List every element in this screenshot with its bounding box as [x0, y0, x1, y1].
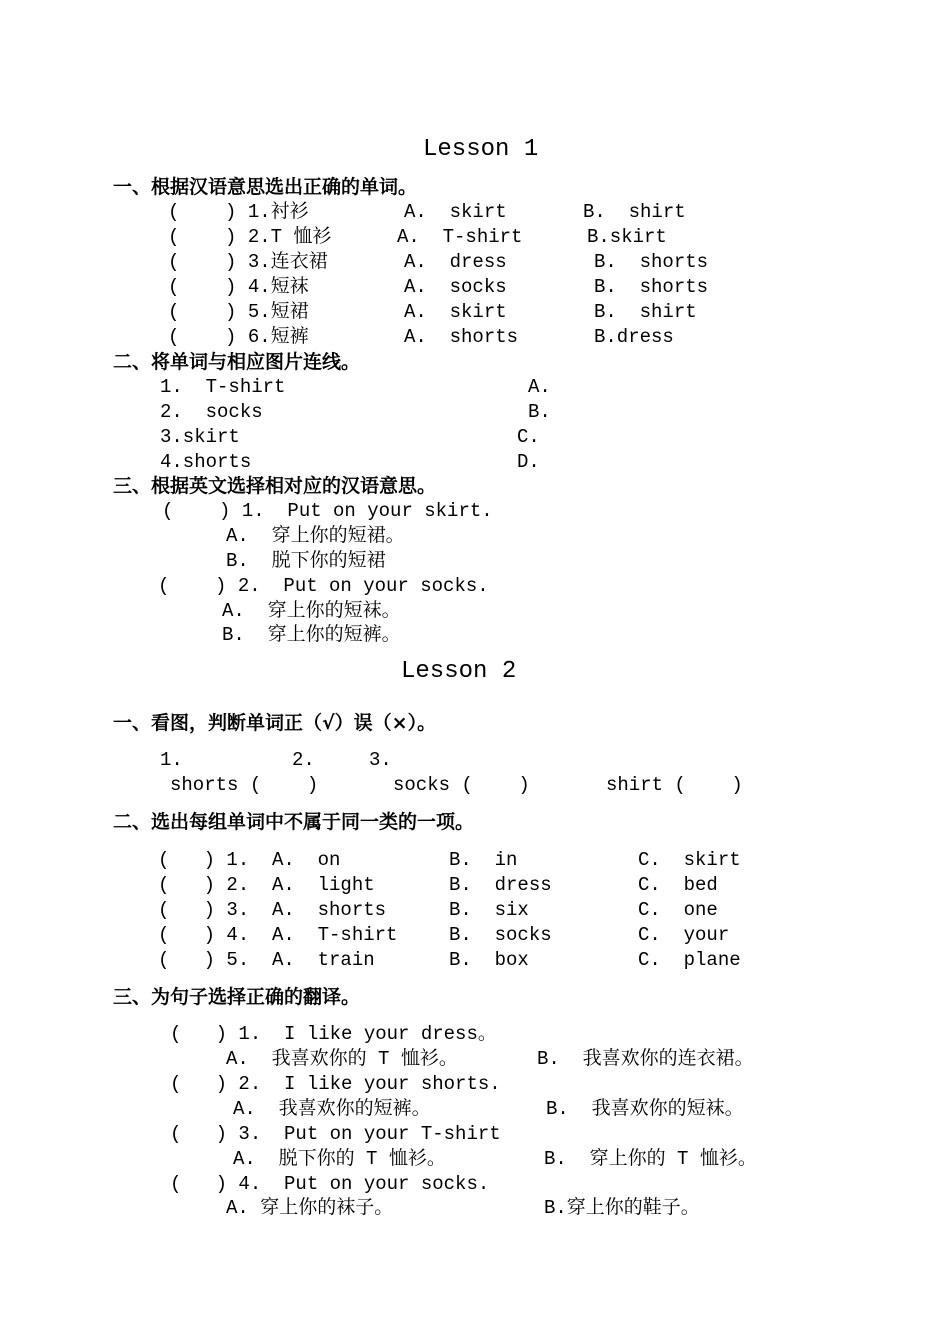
l1s2-picture-a: A. [528, 376, 551, 398]
l2s2-q2-option-c: C. bed [638, 874, 718, 896]
l1s3-q2-option-b: B. 穿上你的短裤。 [222, 624, 401, 646]
lesson2-section3-heading: 三、为句子选择正确的翻译。 [113, 986, 361, 1008]
l2s2-q5: ( ) 5. A. train [158, 949, 375, 971]
l1s2-word-4: 4.shorts [160, 451, 252, 473]
l1s1-q6-option-b: B.dress [594, 326, 674, 348]
l1s3-q1-option-a: A. 穿上你的短裙。 [226, 525, 405, 547]
lesson2-section2-heading: 二、选出每组单词中不属于同一类的一项。 [113, 811, 475, 833]
l2s2-q1: ( ) 1. A. on [158, 849, 341, 871]
l2s3-q2: ( ) 2. I like your shorts. [170, 1073, 501, 1095]
l2s3-q2-option-a: A. 我喜欢你的短裤。 [233, 1098, 431, 1120]
l2s3-q4-option-a: A. 穿上你的袜子。 [226, 1197, 394, 1219]
l2s3-q4-option-b: B.穿上你的鞋子。 [544, 1197, 700, 1219]
l2s1-num-1: 1. [160, 749, 183, 771]
l2s3-q3-option-a: A. 脱下你的 T 恤衫。 [233, 1148, 446, 1170]
l2s3-q3-option-b: B. 穿上你的 T 恤衫。 [544, 1148, 757, 1170]
lesson1-section1-heading: 一、根据汉语意思选出正确的单词。 [113, 176, 418, 198]
l1s2-picture-c: C. [517, 426, 540, 448]
l2s1-word-3: shirt ( ) [606, 774, 743, 796]
l2s2-q4-option-b: B. socks [449, 924, 552, 946]
l1s2-word-1: 1. T-shirt [160, 376, 286, 398]
l1s1-q1-option-b: B. shirt [583, 201, 686, 223]
l2s1-word-2: socks ( ) [393, 774, 530, 796]
l2s2-q4-option-c: C. your [638, 924, 730, 946]
l1s3-q1-option-b: B. 脱下你的短裙 [226, 550, 386, 572]
l2s2-q1-option-c: C. skirt [638, 849, 741, 871]
l1s3-q2: ( ) 2. Put on your socks. [158, 575, 489, 597]
l1s1-q2-option-b: B.skirt [587, 226, 667, 248]
l1s1-q6: ( ) 6.短裤 [168, 326, 309, 348]
l2s2-q1-option-b: B. in [449, 849, 518, 871]
l1s2-picture-b: B. [528, 401, 551, 423]
l1s1-q3: ( ) 3.连衣裙 [168, 251, 328, 273]
l2s2-q2-option-b: B. dress [449, 874, 552, 896]
l2s2-q3-option-b: B. six [449, 899, 529, 921]
l1s2-picture-d: D. [517, 451, 540, 473]
l2s2-q5-option-c: C. plane [638, 949, 741, 971]
l1s1-q2-option-a: A. T-shirt [397, 226, 523, 248]
l2s3-q1-option-b: B. 我喜欢你的连衣裙。 [537, 1048, 754, 1070]
l1s1-q1: ( ) 1.衬衫 [168, 201, 309, 223]
l2s1-word-1: shorts ( ) [170, 774, 319, 796]
l1s1-q4-option-a: A. socks [404, 276, 507, 298]
l1s1-q5-option-b: B. shirt [594, 301, 697, 323]
l2s3-q1: ( ) 1. I like your dress。 [170, 1023, 497, 1045]
l1s1-q3-option-b: B. shorts [594, 251, 709, 273]
l1s3-q1: ( ) 1. Put on your skirt. [162, 500, 493, 522]
l2s1-num-3: 3. [369, 749, 392, 771]
l2s2-q3: ( ) 3. A. shorts [158, 899, 387, 921]
l2s2-q2: ( ) 2. A. light [158, 874, 375, 896]
l1s2-word-3: 3.skirt [160, 426, 240, 448]
l2s3-q3: ( ) 3. Put on your T-shirt [170, 1123, 501, 1145]
l2s1-num-2: 2. [292, 749, 315, 771]
l1s1-q5-option-a: A. skirt [404, 301, 507, 323]
l1s1-q4-option-b: B. shorts [594, 276, 709, 298]
l1s1-q3-option-a: A. dress [404, 251, 507, 273]
l2s2-q4: ( ) 4. A. T-shirt [158, 924, 398, 946]
l2s3-q4: ( ) 4. Put on your socks. [170, 1173, 490, 1195]
l1s1-q4: ( ) 4.短袜 [168, 276, 309, 298]
l2s3-q1-option-a: A. 我喜欢你的 T 恤衫。 [226, 1048, 458, 1070]
lesson1-section3-heading: 三、根据英文选择相对应的汉语意思。 [113, 475, 437, 497]
lesson2-section1-heading: 一、看图，判断单词正（√）误（×）。 [113, 712, 437, 734]
l1s1-q5: ( ) 5.短裙 [168, 301, 309, 323]
l1s1-q6-option-a: A. shorts [404, 326, 519, 348]
lesson2-title: Lesson 2 [401, 658, 517, 685]
lesson1-section2-heading: 二、将单词与相应图片连线。 [113, 351, 361, 373]
l1s1-q1-option-a: A. skirt [404, 201, 507, 223]
l1s1-q2: ( ) 2.T 恤衫 [168, 226, 332, 248]
l2s2-q5-option-b: B. box [449, 949, 529, 971]
l2s3-q2-option-b: B. 我喜欢你的短袜。 [546, 1098, 744, 1120]
l1s2-word-2: 2. socks [160, 401, 263, 423]
l1s3-q2-option-a: A. 穿上你的短袜。 [222, 600, 401, 622]
l2s2-q3-option-c: C. one [638, 899, 718, 921]
lesson1-title: Lesson 1 [423, 136, 539, 163]
